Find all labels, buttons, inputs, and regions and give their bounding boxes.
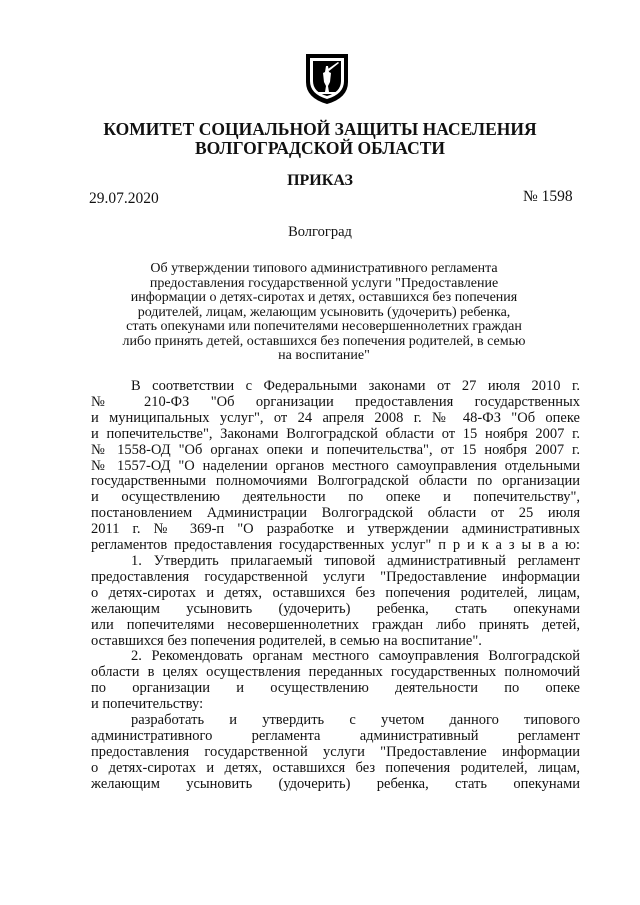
body-line: и муниципальных услуг", от 24 апреля 2008 г. № 48-ФЗ "Об опеке: [91, 409, 580, 426]
committee-name-line1: КОМИТЕТ СОЦИАЛЬНОЙ ЗАЩИТЫ НАСЕЛЕНИЯ: [103, 119, 537, 139]
body-line: № 210-ФЗ "Об организации предоставления государственных: [91, 393, 580, 410]
body-line: разработать и утвердить с учетом данного типового: [131, 712, 580, 729]
document-date: 29.07.2020: [89, 190, 159, 207]
body-line: желающим усыновить (удочерить) ребенка, стать опекунами: [91, 775, 580, 792]
document-subject: [104, 262, 544, 364]
subject-line: информации о детях-сиротах и детях, оставшихся без попечения: [130, 290, 518, 305]
body-line: и осуществлению деятельности по опеке и попечительству",: [91, 489, 580, 506]
document-type: ПРИКАЗ: [287, 172, 353, 189]
subject-line: предоставления государственной услуги "Предоставление: [149, 275, 499, 291]
body-line: желающим усыновить (удочерить) ребенка, стать опекунами: [91, 600, 580, 617]
body-line: области в целях осуществления переданных государственных полномочий: [91, 664, 580, 681]
committee-name-line2: ВОЛГОГРАДСКОЙ ОБЛАСТИ: [195, 138, 445, 158]
volgograd-emblem-icon: [304, 52, 350, 106]
body-line: и попечительстве", Законами Волгоградской области от 15 ноября 2007 г.: [91, 425, 580, 442]
subject-line: родителей, лицам, желающим усыновить (удочерить) ребенка,: [137, 304, 511, 320]
subject-line: либо принять детей, оставшихся без попечения родителей, в семью: [122, 333, 526, 349]
body-line: В соответствии с Федеральными законами от 27 июля 2010 г.: [131, 378, 580, 394]
document-body: [91, 379, 580, 793]
body-line: № 1557-ОД "О наделении органов местного самоуправления отдельными: [91, 457, 580, 474]
body-line: № 1558-ОД "Об органах опеки и попечительства", от 15 ноября 2007 г.: [91, 441, 580, 458]
document-number: № 1598: [523, 188, 573, 205]
body-line: регламентов предоставления государственных услуг" п р и к а з ы в а ю:: [91, 537, 580, 554]
subject-line: стать опекунами или попечителями несовершеннолетних граждан: [126, 319, 522, 334]
body-line: предоставления государственной услуги "Предоставление информации: [91, 743, 580, 760]
body-line: или попечителями несовершеннолетних граждан либо принять детей,: [91, 616, 580, 633]
body-line: о детях-сиротах и детях, оставшихся без попечения родителей, лицам,: [91, 759, 580, 776]
body-line: 1. Утвердить прилагаемый типовой административный регламент: [131, 552, 580, 569]
body-line: по организации и осуществлению деятельности по опеке: [91, 680, 580, 697]
subject-line: на воспитание": [278, 348, 370, 363]
body-line: оставшихся без попечения родителей, в семью на воспитание".: [91, 632, 482, 649]
body-line: административного регламента административный регламент: [91, 727, 580, 744]
body-line: государственными полномочиями Волгоградской области по организации: [91, 473, 580, 490]
body-line: предоставления государственной услуги "Предоставление информации: [91, 568, 580, 585]
body-line: постановлением Администрации Волгоградской области от 25 июля: [91, 505, 580, 522]
body-line: 2011 г. № 369-п "О разработке и утверждении административных: [91, 521, 580, 538]
subject-line: Об утверждении типового административного регламента: [150, 261, 498, 276]
document-city: Волгоград: [288, 224, 352, 240]
body-line: о детях-сиротах и детях, оставшихся без попечения родителей, лицам,: [91, 584, 580, 601]
body-line: и попечительству:: [91, 696, 204, 713]
body-line: 2. Рекомендовать органам местного самоуправления Волгоградской: [131, 648, 580, 665]
